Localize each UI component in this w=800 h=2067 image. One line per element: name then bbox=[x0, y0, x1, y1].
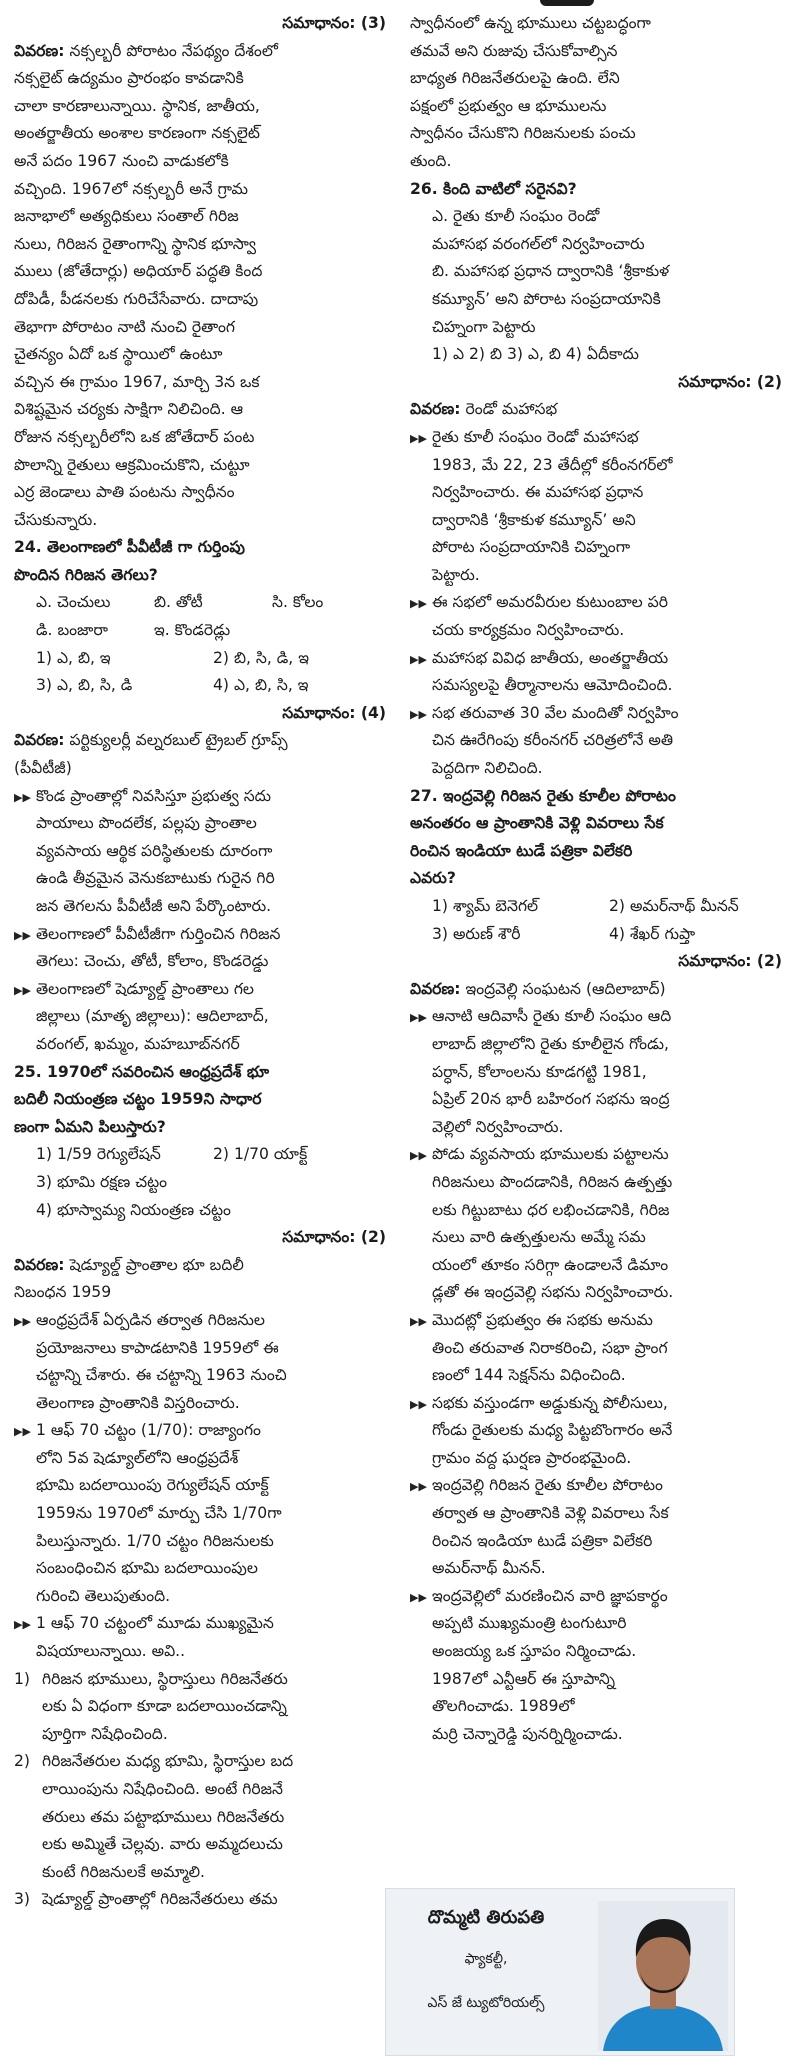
text-line: పర్టిక్యులర్లీ వల్నరబుల్ ట్రైబల్ గ్రూప్స్ bbox=[69, 731, 288, 750]
explanation-q23 bbox=[14, 38, 390, 535]
text-line: ణంలో 144 సెక్షన్‌ను విధించింది. bbox=[432, 1366, 626, 1385]
double-chevron-bullet-icon: ▶▶ bbox=[14, 790, 31, 804]
explanation-heading: వివరణ: bbox=[14, 1255, 65, 1274]
text-line: ణంగా ఏమని పిలుస్తారు? bbox=[14, 1117, 166, 1136]
text-line: ఇంద్రవెల్లిలో మరణించిన వారి జ్ఞాపకార్థం bbox=[432, 1586, 668, 1605]
double-chevron-bullet-icon: ▶▶ bbox=[410, 652, 427, 666]
text-line: లకు గిట్టుబాటు ధర లభించడానికి, గిరిజ bbox=[432, 1200, 670, 1219]
text-line: తరులు తమ పట్టాభూములు గిరిజనేతరు bbox=[42, 1807, 285, 1826]
question-24 bbox=[14, 534, 390, 589]
text-line: పెట్టారు. bbox=[432, 565, 480, 584]
item-number: 3) bbox=[14, 1890, 31, 1909]
bullet-text bbox=[432, 424, 786, 590]
text-line: వరంగల్, ఖమ్మం, మహబూబ్‌నగర్ bbox=[36, 1034, 240, 1053]
double-chevron-bullet-icon: ▶▶ bbox=[410, 1149, 427, 1163]
bullet-item bbox=[410, 700, 786, 783]
author-photo bbox=[598, 1901, 728, 2051]
q25-option-4: 4) భూస్వామ్య నియంత్రణ చట్టం bbox=[36, 1200, 231, 1219]
bullet-item bbox=[410, 645, 786, 700]
double-chevron-bullet-icon: ▶▶ bbox=[14, 928, 31, 942]
text-line: భూమి బదలాయింపు రెగ్యులేషన్ యాక్ట్ bbox=[36, 1476, 269, 1495]
bullet-item bbox=[14, 783, 390, 921]
text-line: నులు వారి ఉత్పత్తులను అమ్మే సమ bbox=[432, 1228, 646, 1247]
text-line: ఉండి తీవ్రమైన వెనుకబాటుకు గురైన గిరి bbox=[36, 869, 275, 888]
explanation-q26 bbox=[410, 396, 786, 424]
bullet-item bbox=[14, 1417, 390, 1610]
text-line: చయ కార్యక్రమం నిర్వహించారు. bbox=[432, 621, 625, 640]
text-line: చైతన్యం ఏదో ఒక స్థాయిలో ఉంటూ bbox=[14, 345, 223, 364]
numbered-text bbox=[42, 1666, 390, 1749]
text-line: గోండు రైతులకు మధ్య పిట్టబొంగారం అనే bbox=[432, 1421, 673, 1440]
text-line: సమస్యలపై తీర్మానాలను ఆమోదించింది. bbox=[432, 676, 673, 695]
continued-text bbox=[410, 10, 786, 176]
text-line: గ్రామం వద్ద ఘర్షణ ప్రారంభమైంది. bbox=[432, 1448, 632, 1467]
q27-option-2: 2) అమర్‌నాథ్ మీనన్ bbox=[609, 897, 739, 915]
text-line: మహాసభ వరంగల్‌లో నిర్వహించారు bbox=[432, 234, 645, 253]
q26-options: 1) ఎ 2) బి 3) ఎ, బి 4) ఏదీకాదు bbox=[432, 345, 639, 364]
q24-choices-row-1 bbox=[14, 645, 390, 673]
q24-items-row-2 bbox=[14, 617, 390, 645]
text-line: పర్ధాన్, కోలాంలను కూడగట్టి 1981, bbox=[432, 1062, 647, 1081]
text-line: జనాభాలో అత్యధికులు సంతాల్ గిరిజ bbox=[14, 207, 239, 226]
q24-item-d: డి. బంజారా bbox=[36, 621, 108, 640]
numbered-text bbox=[42, 1748, 390, 1886]
text-line: 27. ఇంద్రవెల్లి గిరిజన రైతు కూలీల పోరాటం bbox=[410, 786, 676, 805]
text-line: సభ తరువాత 30 వేల మందితో నిర్వహిం bbox=[432, 703, 679, 722]
text-line: నులు, గిరిజన రైతాంగాన్ని స్థానిక భూస్వా bbox=[14, 234, 256, 253]
answer-q24: సమాధానం: (4) bbox=[282, 703, 386, 722]
numbered-item bbox=[14, 1748, 390, 1886]
text-line: కమ్యూన్’ అని పోరాట సంప్రదాయానికి bbox=[432, 289, 661, 308]
text-line: ఆంధ్రప్రదేశ్ ఏర్పడిన తర్వాత గిరిజనుల bbox=[36, 1310, 265, 1329]
q24-item-b: బి. తోటీ bbox=[154, 593, 203, 612]
text-line: అంతర్జాతీయ అంశాల కారణంగా నక్సలైట్ bbox=[14, 124, 260, 143]
text-line: పక్షంలో ప్రభుత్వం ఆ భూములను bbox=[410, 96, 607, 115]
question-26-statements bbox=[410, 203, 786, 341]
text-line: నక్సల్బరీ పోరాటం నేపథ్యం దేశంలో bbox=[69, 41, 278, 60]
q24-choice-3: 3) ఎ, బి, సి, డి bbox=[36, 676, 133, 695]
author-role: ఫ్యాకల్టీ, bbox=[464, 1951, 508, 1967]
text-line: ప్రయోజనాలు కాపాడటానికి 1959లో ఈ bbox=[36, 1338, 279, 1357]
q25-option-3: 3) భూమి రక్షణ చట్టం bbox=[36, 1172, 168, 1191]
double-chevron-bullet-icon: ▶▶ bbox=[14, 1314, 31, 1328]
answer-q27: సమాధానం: (2) bbox=[678, 952, 782, 971]
text-line: తెలంగాణలో షెడ్యూల్డ్ ప్రాంతాలు గల bbox=[36, 979, 254, 998]
bullet-item bbox=[410, 589, 786, 644]
q24-item-e: ఇ. కొండరెడ్లు bbox=[154, 621, 231, 640]
explanation-heading: వివరణ: bbox=[410, 400, 461, 419]
q24-choice-1: 1) ఎ, బి, ఇ bbox=[36, 648, 111, 667]
text-line: మర్రి చెన్నారెడ్డి పునర్నిర్మించాడు. bbox=[432, 1724, 623, 1743]
bullet-item bbox=[410, 1472, 786, 1582]
text-line: వ్యవసాయ ఆర్థిక పరిస్థితులకు దూరంగా bbox=[36, 841, 273, 860]
text-line: తొలగించాడు. 1989లో bbox=[432, 1697, 575, 1716]
text-line: 1 ఆఫ్ 70 చట్టం (1/70): రాజ్యాంగం bbox=[36, 1421, 261, 1440]
text-line: చాలా కారణాలున్నాయి. స్థానిక, జాతీయ, bbox=[14, 96, 260, 115]
question-25 bbox=[14, 1059, 390, 1142]
bullet-text bbox=[36, 976, 390, 1059]
explanation-heading: వివరణ: bbox=[14, 41, 65, 60]
double-chevron-bullet-icon: ▶▶ bbox=[410, 1590, 427, 1604]
text-line: ఈ సభలో అమరవీరుల కుటుంబాల పరి bbox=[432, 593, 669, 612]
text-line: ములు (జోతేదార్లు) అధియార్ పద్ధతి కింద bbox=[14, 262, 263, 281]
text-line: తుంది. bbox=[410, 151, 452, 170]
explanation-q24 bbox=[14, 727, 390, 782]
bullet-item bbox=[14, 1307, 390, 1417]
q27-option-1: 1) శ్యామ్ బెనెగల్ bbox=[432, 897, 539, 915]
question-24-text bbox=[14, 538, 245, 584]
text-line: తెగలు: చెంచు, తోటీ, కోలాం, కొండరెడ్డు bbox=[36, 952, 269, 971]
explanation-text bbox=[14, 42, 278, 529]
bullet-text bbox=[432, 1141, 786, 1307]
double-chevron-bullet-icon: ▶▶ bbox=[410, 1314, 427, 1328]
bullet-item bbox=[410, 424, 786, 590]
text-line: ఏప్రిల్ 20న భారీ బహిరంగ సభను ఇంద్ర bbox=[432, 1090, 670, 1109]
text-line: షెడ్యూల్డ్ ప్రాంతాల భూ బదిలీ bbox=[69, 1255, 244, 1274]
text-line: అప్పటి ముఖ్యమంత్రి టంగుటూరి bbox=[432, 1614, 627, 1633]
text-line: చేసుకున్నారు. bbox=[14, 510, 98, 529]
text-line: పొందిన గిరిజన తెగలు? bbox=[14, 565, 158, 584]
text-line: విషయాలున్నాయి. అవి.. bbox=[36, 1642, 186, 1661]
text-line: రైతు కూలీ సంఘం రెండో మహాసభ bbox=[432, 427, 639, 446]
text-line: గిరిజన భూములు, స్థిరాస్తులు గిరిజనేతరు bbox=[42, 1669, 288, 1688]
text-line: లకు అమ్మితే చెల్లవు. వారు అమ్మదలుచు bbox=[42, 1835, 283, 1854]
explanation-subject: రెండో మహాసభ bbox=[465, 400, 558, 419]
text-line: పాయాలు పొందలేక, పల్లపు ప్రాంతాల bbox=[36, 814, 257, 833]
text-line: రించిన ఇండియా టుడే పత్రికా విలేకరి bbox=[410, 841, 633, 860]
explanation-heading: వివరణ: bbox=[14, 731, 65, 750]
text-line: వచ్చింది. 1967లో నక్సల్బరీ అనే గ్రామ bbox=[14, 179, 248, 198]
text-line: స్వాధీనం చేసుకొని గిరిజనులకు పంచు bbox=[410, 124, 636, 143]
bullet-text bbox=[432, 1003, 786, 1141]
text-line: లాయింపును నిషేధించింది. అంటే గిరిజనే bbox=[42, 1780, 283, 1798]
header-decoration bbox=[540, 0, 594, 6]
bullet-text bbox=[432, 1472, 786, 1582]
text-line: బాధ్యత గిరిజనేతరులపై ఉంది. లేని bbox=[410, 69, 620, 88]
text-line: నిబంధన 1959 bbox=[14, 1283, 112, 1302]
author-card bbox=[385, 1888, 735, 2056]
answer-q26: సమాధానం: (2) bbox=[678, 372, 782, 391]
bullet-text bbox=[432, 700, 786, 783]
q25-options-row-1 bbox=[14, 1141, 390, 1169]
double-chevron-bullet-icon: ▶▶ bbox=[410, 1011, 427, 1025]
text-line: విశిష్టమైన చర్యకు సాక్షిగా నిలిచింది. ఆ bbox=[14, 400, 244, 419]
author-name: దొమ్మటి తిరుపతి bbox=[427, 1907, 545, 1928]
text-line: సంబంధించిన భూమి బదలాయింపుల bbox=[36, 1559, 258, 1578]
text-line: 1959ను 1970లో మార్పు చేసి 1/70గా bbox=[36, 1504, 282, 1523]
q24-choice-4: 4) ఎ, బి, సి, ఇ bbox=[213, 676, 309, 695]
question-26: 26. కింది వాటిలో సరైనవి? bbox=[410, 179, 577, 198]
bullet-text bbox=[432, 1307, 786, 1390]
text-line: సభకు వస్తుండగా అడ్డుకున్న పోలీసులు, bbox=[432, 1393, 668, 1412]
text-line: జిల్లాలు (మాతృ జిల్లాలు): ఆదిలాబాద్, bbox=[36, 1007, 269, 1026]
author-institute: ఎస్ జే ట్యుటోరియల్స్ bbox=[427, 1995, 545, 2011]
bullet-text bbox=[36, 783, 390, 921]
text-line: నక్సలైట్ ఉద్యమం ప్రారంభం కావడానికి bbox=[14, 69, 244, 88]
answer-q25: సమాధానం: (2) bbox=[282, 1228, 386, 1247]
numbered-text bbox=[42, 1886, 390, 1914]
left-column bbox=[14, 10, 390, 1914]
text-line: రించిన ఇండియా టుడే పత్రికా విలేకరి bbox=[432, 1531, 653, 1550]
q24-item-a: ఎ. చెంచులు bbox=[36, 593, 111, 612]
text-line: మహాసభ వివిధ జాతీయ, అంతర్జాతీయ bbox=[432, 648, 669, 667]
q24-choices-row-2 bbox=[14, 672, 390, 700]
bullet-item bbox=[14, 1610, 390, 1665]
text-line: జన తెగలను పీవీటీజీ అని పేర్కొంటారు. bbox=[36, 897, 272, 915]
text-line: డ్లతో ఈ ఇంద్రవెల్లి సభను నిర్వహించారు. bbox=[432, 1283, 674, 1302]
item-number: 1) bbox=[14, 1669, 31, 1688]
bullet-text bbox=[36, 1417, 390, 1610]
numbered-item bbox=[14, 1886, 390, 1914]
text-line: గిరిజనేతరుల మధ్య భూమి, స్థిరాస్తుల బద bbox=[42, 1752, 294, 1771]
q27-options-row-1 bbox=[410, 893, 786, 921]
q24-item-c: సి. కోలం bbox=[272, 593, 324, 612]
text-line: ఆనాటి ఆదివాసీ రైతు కూలీ సంఘం ఆది bbox=[432, 1007, 672, 1026]
text-line: నిర్వహించారు. ఈ మహాసభ ప్రధాన bbox=[432, 483, 644, 502]
bullet-item bbox=[410, 1390, 786, 1473]
text-line: వెల్లిలో నిర్వహించారు. bbox=[432, 1117, 564, 1136]
text-line: తెలంగాణ ప్రాంతానికి విస్తరించారు. bbox=[36, 1393, 240, 1412]
question-25-text bbox=[14, 1063, 269, 1136]
text-line: పూర్తిగా నిషేధించింది. bbox=[42, 1724, 168, 1743]
q25-option-1: 1) 1/59 రెగ్యులేషన్ bbox=[36, 1145, 161, 1164]
text-line: బి. మహాసభ ప్రధాన ద్వారానికి ‘శ్రీకాకుళ bbox=[432, 262, 670, 281]
bullet-item bbox=[410, 1583, 786, 1749]
bullet-text bbox=[36, 921, 390, 976]
text-line: గురించి తెలుపుతుంది. bbox=[36, 1586, 171, 1605]
text-line: గిరిజనులు పొందడానికి, గిరిజన ఉత్పత్తు bbox=[432, 1172, 673, 1191]
text-line: 25. 1970లో సవరించిన ఆంధ్రప్రదేశ్ భూ bbox=[14, 1062, 270, 1081]
text-line: 1987లో ఎన్టీఆర్ ఈ స్తూపాన్ని bbox=[432, 1669, 616, 1688]
bullet-item bbox=[410, 1003, 786, 1141]
person-portrait-icon bbox=[598, 1901, 728, 2051]
bullet-text bbox=[36, 1610, 390, 1665]
text-line: ఎవరు? bbox=[410, 869, 456, 888]
text-line: లోని 5వ షెడ్యూల్‌లోని ఆంధ్రప్రదేశ్ bbox=[36, 1448, 239, 1467]
bullet-item bbox=[14, 921, 390, 976]
right-column bbox=[410, 10, 786, 1914]
text-line: తెభాగా పోరాటం నాటి నుంచి రైతాంగ bbox=[14, 317, 236, 336]
text-line: రోజున నక్సల్బరీలోని ఒక జోతేదార్ పంట bbox=[14, 427, 255, 446]
double-chevron-bullet-icon: ▶▶ bbox=[410, 1397, 427, 1411]
text-line: తించి తరువాత నిరాకరించి, సభా ప్రాంగ bbox=[432, 1338, 668, 1357]
text-line: పెద్దదిగా నిలిచింది. bbox=[432, 759, 543, 778]
numbered-item bbox=[14, 1666, 390, 1749]
text-line: చట్టాన్ని చేశారు. ఈ చట్టాన్ని 1963 నుంచి bbox=[36, 1366, 287, 1385]
double-chevron-bullet-icon: ▶▶ bbox=[14, 983, 31, 997]
text-line: తెలంగాణలో పీవీటీజీగా గుర్తించిన గిరిజన bbox=[36, 924, 281, 943]
text-line: అంజయ్య ఒక స్తూపం నిర్మించాడు. bbox=[432, 1642, 637, 1661]
explanation-subject: ఇంద్రవెల్లి సంఘటన (ఆదిలాబాద్) bbox=[465, 979, 666, 998]
text-line: మొదట్లో ప్రభుత్వం ఈ సభకు అనుమ bbox=[432, 1310, 653, 1329]
q24-items-row-1 bbox=[14, 589, 390, 617]
bullet-item bbox=[410, 1307, 786, 1390]
bullet-text bbox=[36, 1307, 390, 1417]
text-line: అనే పదం 1967 నుంచి వాడుకలోకి bbox=[14, 151, 229, 170]
text-line: పోరాట సంప్రదాయానికి చిహ్నంగా bbox=[432, 538, 631, 557]
explanation-q27 bbox=[410, 976, 786, 1004]
text-line: 1983, మే 22, 23 తేదీల్లో కరీంనగర్‌లో bbox=[432, 455, 673, 474]
double-chevron-bullet-icon: ▶▶ bbox=[410, 431, 427, 445]
bullet-text bbox=[432, 1390, 786, 1473]
text-line: వచ్చిన ఈ గ్రామం 1967, మార్చి 3న ఒక bbox=[14, 372, 260, 391]
bullet-text bbox=[432, 1583, 786, 1749]
text-line: కొండ ప్రాంతాల్లో నివసిస్తూ ప్రభుత్వ సదు bbox=[36, 786, 272, 805]
question-27 bbox=[410, 783, 786, 893]
text-line: అనంతరం ఆ ప్రాంతానికి వెళ్లి వివరాలు సేక bbox=[410, 814, 664, 833]
bullet-text bbox=[432, 645, 786, 700]
answer-q23: సమాధానం: (3) bbox=[282, 14, 386, 32]
text-line: 24. తెలంగాణలో పీవీటీజీ గా గుర్తింపు bbox=[14, 538, 245, 557]
text-line: పోడు వ్యవసాయ భూములకు పట్టాలను bbox=[432, 1145, 669, 1164]
text-line: ద్వారానికి ‘శ్రీకాకుళ కమ్యూన్’ అని bbox=[432, 510, 636, 529]
double-chevron-bullet-icon: ▶▶ bbox=[410, 707, 427, 721]
q27-option-4: 4) శేఖర్ గుప్తా bbox=[609, 924, 696, 943]
text-line: చిన ఊరేగింపు కరీంనగర్ చరిత్రలోనే అతి bbox=[432, 731, 674, 750]
item-number: 2) bbox=[14, 1752, 31, 1771]
text-line: లాబాద్ జిల్లాలోని రైతు కూలీలైన గోండు, bbox=[432, 1034, 669, 1053]
text-line: ఇంద్రవెల్లి గిరిజన రైతు కూలీల పోరాటం bbox=[432, 1476, 663, 1495]
text-line: యంలో తూకం సరిగ్గా ఉండాలనే డిమాం bbox=[432, 1255, 669, 1274]
text-line: తమవే అని రుజువు చేసుకోవాల్సిన bbox=[410, 41, 618, 60]
q25-option-2: 2) 1/70 యాక్ట్ bbox=[213, 1145, 308, 1164]
q24-choice-2: 2) బి, సి, డి, ఇ bbox=[213, 648, 309, 667]
text-line: స్వాధీనంలో ఉన్న భూములు చట్టబద్ధంగా bbox=[410, 14, 651, 32]
text-line: తర్వాత ఆ ప్రాంతానికి వెళ్లి వివరాలు సేక bbox=[432, 1504, 669, 1523]
q27-option-3: 3) అరుణ్ శౌరీ bbox=[432, 924, 521, 943]
q27-options-row-2 bbox=[410, 921, 786, 949]
double-chevron-bullet-icon: ▶▶ bbox=[410, 597, 427, 611]
double-chevron-bullet-icon: ▶▶ bbox=[14, 1425, 31, 1439]
double-chevron-bullet-icon: ▶▶ bbox=[14, 1618, 31, 1632]
text-line: బదిలీ నియంత్రణ చట్టం 1959ని సాధార bbox=[14, 1090, 262, 1109]
text-line: కుంటే గిరిజనులకే అమ్మాలి. bbox=[42, 1862, 205, 1881]
bullet-text bbox=[432, 589, 786, 644]
text-line: చిహ్నంగా పెట్టారు bbox=[432, 317, 536, 336]
explanation-q25 bbox=[14, 1252, 390, 1307]
text-line: 1 ఆఫ్ 70 చట్టంలో మూడు ముఖ్యమైన bbox=[36, 1614, 274, 1633]
bullet-item bbox=[14, 976, 390, 1059]
text-line: లకు ఏ విధంగా కూడా బదలాయించడాన్ని bbox=[42, 1697, 287, 1716]
text-line: ఎ. రైతు కూలీ సంఘం రెండో bbox=[432, 207, 600, 226]
text-line: ఎర్ర జెండాలు పాతి పంటను స్వాధీనం bbox=[14, 483, 235, 502]
text-line: (పీవీటీజీ) bbox=[14, 759, 72, 778]
text-line: అమర్‌నాథ్ మీనన్. bbox=[432, 1559, 546, 1578]
text-line: పిలుస్తున్నారు. 1/70 చట్టం గిరిజనులకు bbox=[36, 1531, 274, 1550]
explanation-heading: వివరణ: bbox=[410, 979, 461, 998]
two-column-layout bbox=[14, 10, 786, 1914]
bullet-item bbox=[410, 1141, 786, 1307]
text-line: షెడ్యూల్డ్ ప్రాంతాల్లో గిరిజనేతరులు తమ bbox=[42, 1890, 278, 1909]
double-chevron-bullet-icon: ▶▶ bbox=[410, 1480, 427, 1494]
text-line: దోపిడీ, పీడనలకు గురిచేసేవారు. దాదాపు bbox=[14, 289, 259, 308]
text-line: పొలాన్ని రైతులు ఆక్రమించుకొని, చుట్టూ bbox=[14, 455, 250, 474]
